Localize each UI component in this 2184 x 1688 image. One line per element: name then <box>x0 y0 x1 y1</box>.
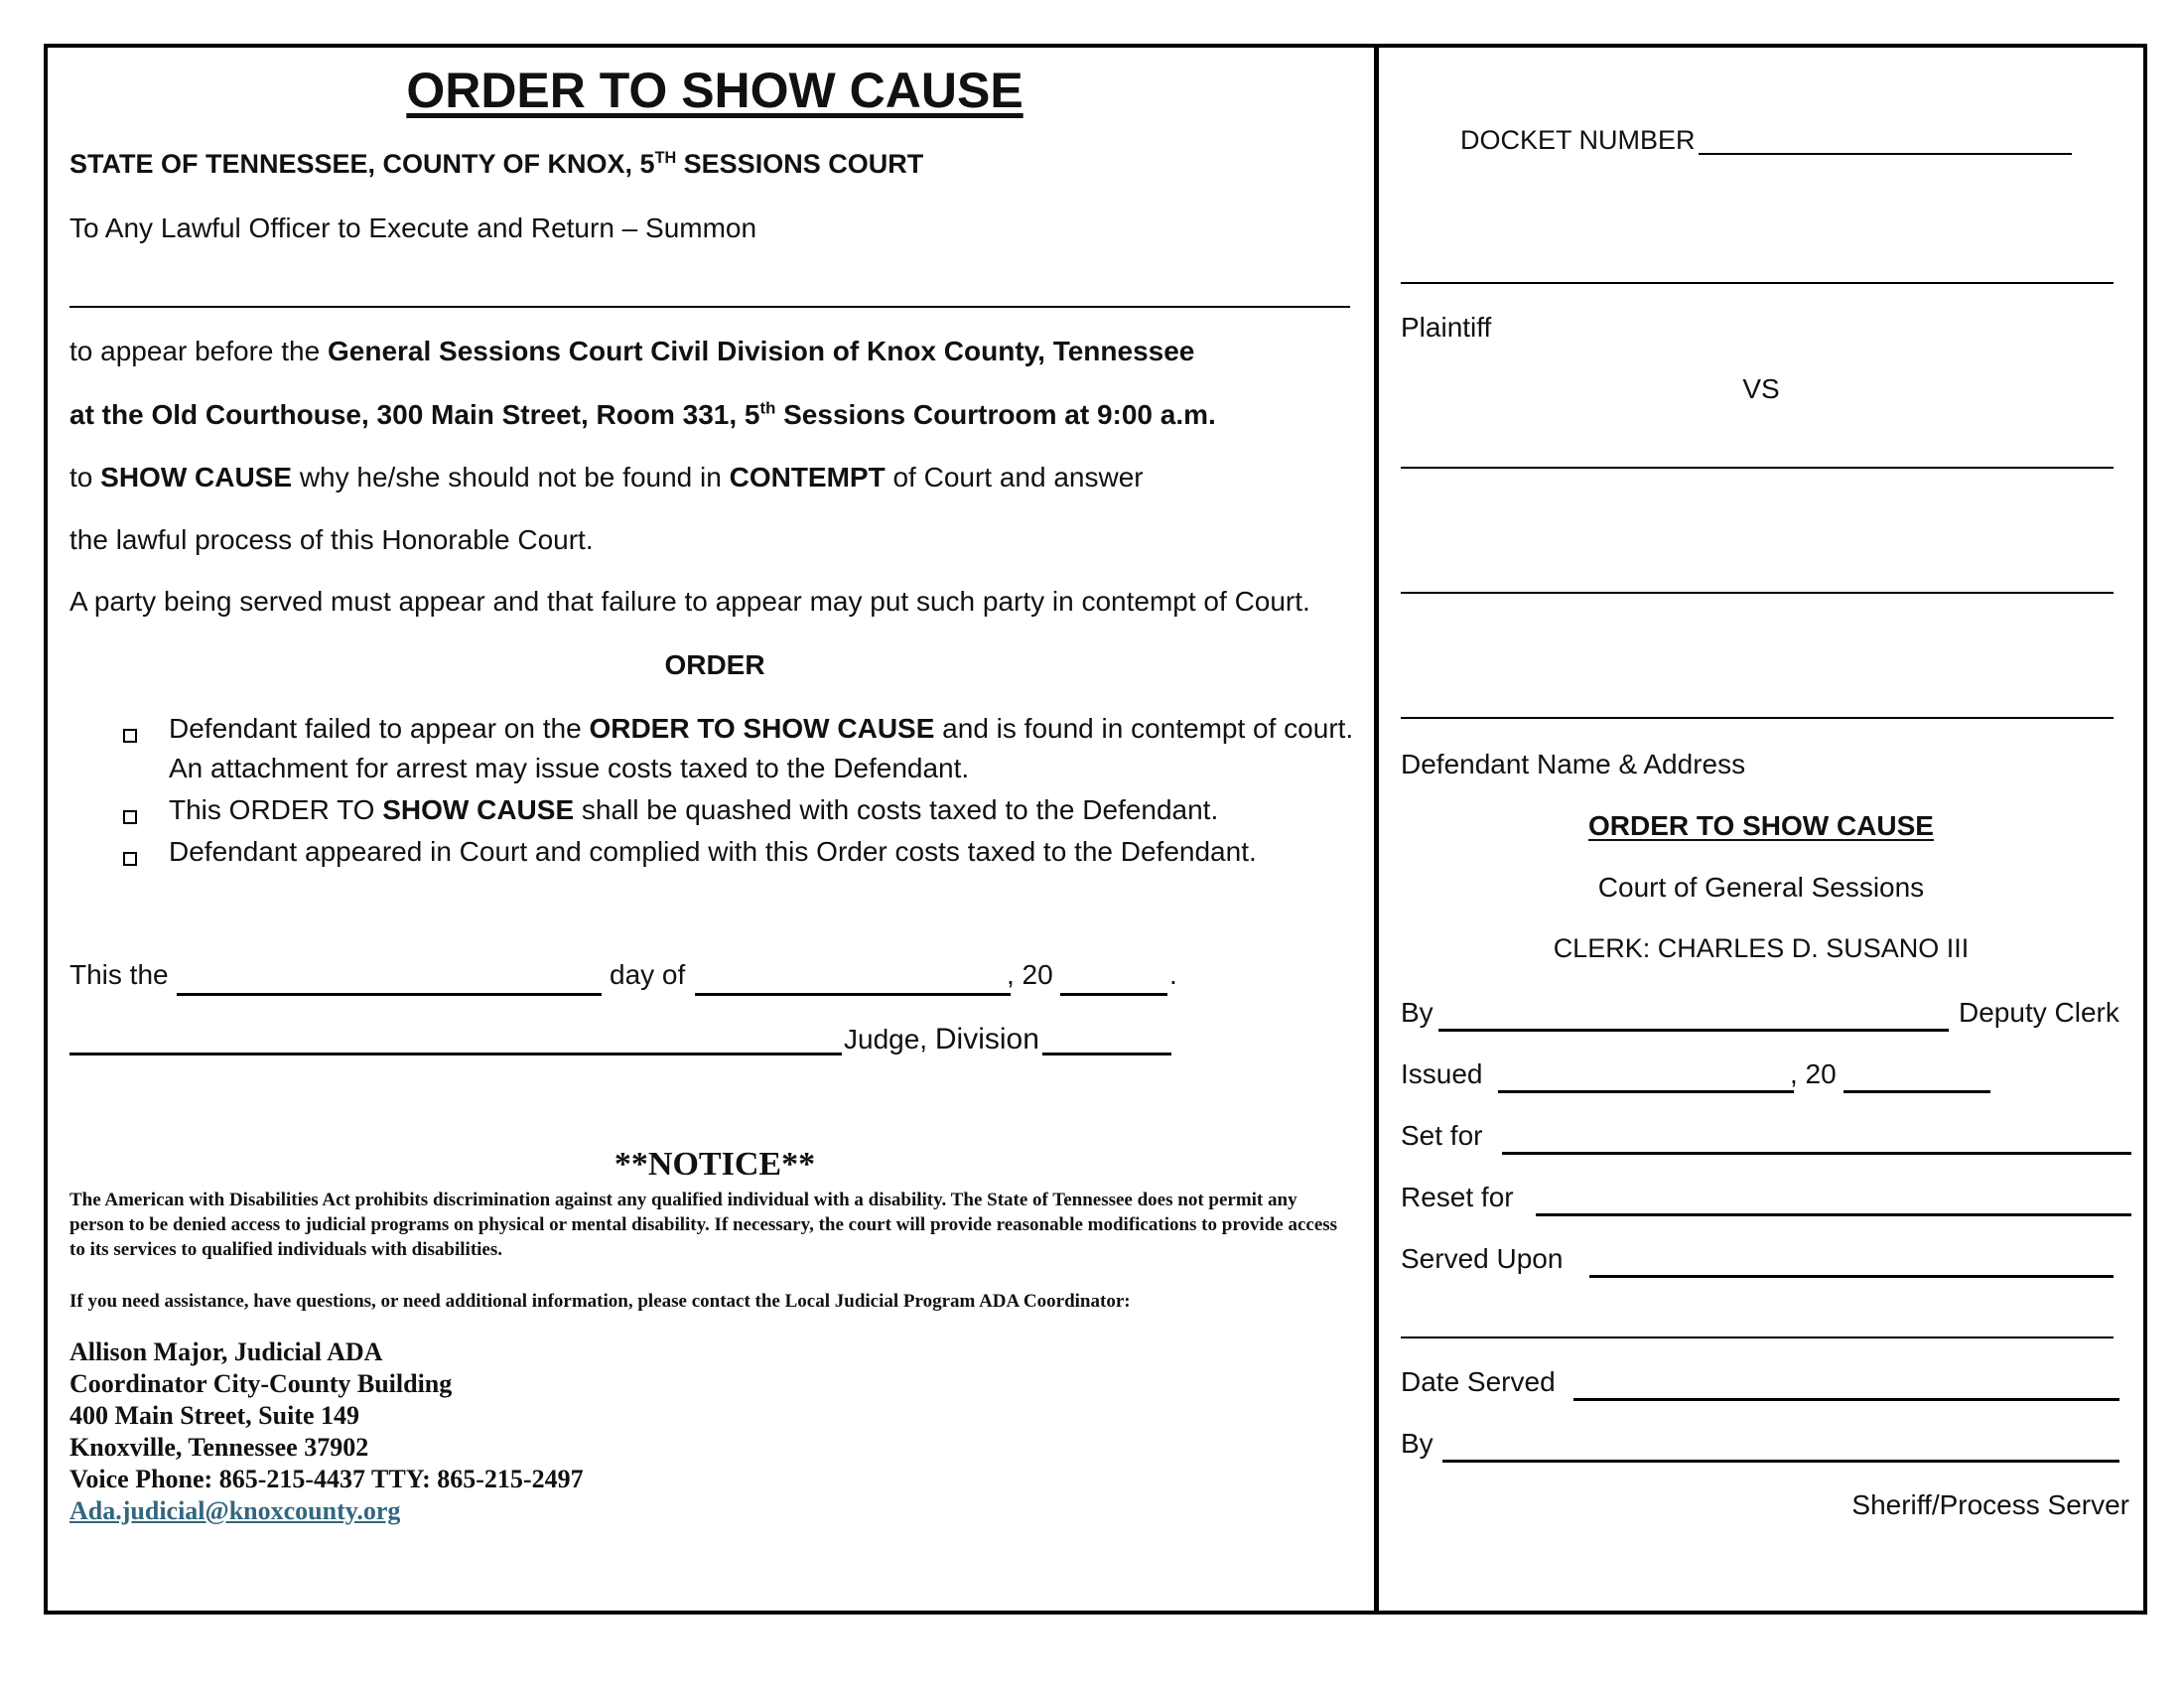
court-of-general-sessions: Court of General Sessions <box>1597 872 1925 903</box>
docket-number-label: DOCKET NUMBER <box>1460 125 1696 155</box>
defendant-name-line[interactable] <box>1401 467 2114 469</box>
lawful-process-line: the lawful process of this Honorable Court. <box>69 524 594 555</box>
this-the-label: This the <box>69 959 169 990</box>
by-label: By <box>1401 997 1433 1028</box>
option1-line1: Defendant failed to appear on the ORDER TO SHOW CAUSE and is found in contempt of court. <box>169 713 1354 744</box>
order-panel <box>44 44 1378 1615</box>
address-line: Coordinator City-County Building <box>69 1369 453 1398</box>
phone-line: Voice Phone: 865-215-4437 TTY: 865-215-2497 <box>69 1465 584 1493</box>
judge-division-label: Judge, Division <box>844 1023 1039 1055</box>
order-title: ORDER TO SHOW CAUSE <box>406 63 1024 118</box>
option2-line: This ORDER TO SHOW CAUSE shall be quashed with costs taxed to the Defendant. <box>169 794 1219 825</box>
location-line: at the Old Courthouse, 300 Main Street, Room 331, 5th Sessions Courtroom at 9:00 a.m. <box>69 398 1216 430</box>
set-for-label: Set for <box>1401 1120 1483 1151</box>
notice-title: **NOTICE** <box>614 1146 816 1183</box>
ada-email-link[interactable]: Ada.judicial@knoxcounty.org <box>69 1496 401 1525</box>
address-line: Knoxville, Tennessee 37902 <box>69 1433 369 1462</box>
address-line: 400 Main Street, Suite 149 <box>69 1401 359 1430</box>
order-heading: ORDER <box>664 649 765 680</box>
address-line: Allison Major, Judicial ADA <box>69 1337 383 1366</box>
reset-for-label: Reset for <box>1401 1182 1514 1212</box>
plaintiff-label: Plaintiff <box>1401 312 1492 343</box>
vs-label: VS <box>1742 373 1780 404</box>
deputy-clerk-label: Deputy Clerk <box>1959 997 2119 1028</box>
served-upon-field-2[interactable] <box>1401 1336 2114 1338</box>
date-period: . <box>1169 959 1177 990</box>
show-cause-line: to SHOW CAUSE why he/she should not be found in CONTEMPT of Court and answer <box>69 462 1144 492</box>
date-served-field[interactable] <box>1573 1398 2119 1401</box>
day-field[interactable] <box>177 993 602 996</box>
plaintiff-field[interactable] <box>1401 282 2114 284</box>
deputy-clerk-field[interactable] <box>1438 1029 1949 1032</box>
date-served-label: Date Served <box>1401 1366 1556 1397</box>
officer-line: To Any Lawful Officer to Execute and Return – Summon <box>69 212 757 243</box>
defendant-address-line-2[interactable] <box>1401 717 2114 719</box>
by-server-label: By <box>1401 1428 1433 1459</box>
issued-label: Issued <box>1401 1058 1483 1089</box>
option3-checkbox[interactable] <box>123 852 137 866</box>
ada-coordinator-address <box>69 1336 584 1527</box>
issued-year-field[interactable] <box>1843 1090 1990 1093</box>
docket-panel <box>1375 44 2147 1615</box>
docket-number-field[interactable] <box>1699 153 2072 155</box>
year-prefix: , 20 <box>1007 959 1053 990</box>
notice-paragraph-2: If you need assistance, have questions, or need additional information, please contact the Local Judicial Program ADA Coordinator: <box>69 1291 1131 1312</box>
set-for-field[interactable] <box>1502 1152 2131 1155</box>
reset-for-field[interactable] <box>1536 1213 2131 1216</box>
clerk-name: CLERK: CHARLES D. SUSANO III <box>1553 933 1970 963</box>
option1-line2: An attachment for arrest may issue costs taxed to the Defendant. <box>169 753 970 783</box>
served-upon-field[interactable] <box>1589 1275 2114 1278</box>
option2-checkbox[interactable] <box>123 810 137 824</box>
docket-title: ORDER TO SHOW CAUSE <box>1588 810 1934 841</box>
sheriff-process-server-label: Sheriff/Process Server <box>1851 1489 2129 1520</box>
party-served-line: A party being served must appear and that failure to appear may put such party in contempt of Court. <box>69 586 1310 617</box>
defendant-name-address-label: Defendant Name & Address <box>1401 749 1746 779</box>
option3-line: Defendant appeared in Court and complied with this Order costs taxed to the Defendant. <box>169 836 1257 867</box>
issued-year-prefix: , 20 <box>1790 1058 1837 1089</box>
defendant-address-line-1[interactable] <box>1401 592 2114 594</box>
notice-paragraph-1: The American with Disabilities Act prohibits discrimination against any qualified individual with a disability. The State of Tennessee does not permit any person to be denied access to judicial programs on physical or mental disability. If necessary, the court will provide reasonable modifications to provide access to its services to qualified individuals with disabilities. <box>69 1190 1338 1260</box>
day-of-label: day of <box>610 959 686 990</box>
division-field[interactable] <box>1042 1053 1171 1055</box>
summon-name-line[interactable] <box>69 306 1350 308</box>
appear-line: to appear before the General Sessions Court Civil Division of Knox County, Tennessee <box>69 336 1195 366</box>
served-upon-label: Served Upon <box>1401 1243 1564 1274</box>
process-server-field[interactable] <box>1442 1460 2119 1463</box>
court-line: STATE OF TENNESSEE, COUNTY OF KNOX, 5TH SESSIONS COURT <box>69 149 924 179</box>
issued-date-field[interactable] <box>1498 1090 1794 1093</box>
judge-signature-line[interactable] <box>69 1053 842 1055</box>
year-field[interactable] <box>1060 993 1167 996</box>
month-field[interactable] <box>695 993 1011 996</box>
option1-checkbox[interactable] <box>123 729 137 743</box>
